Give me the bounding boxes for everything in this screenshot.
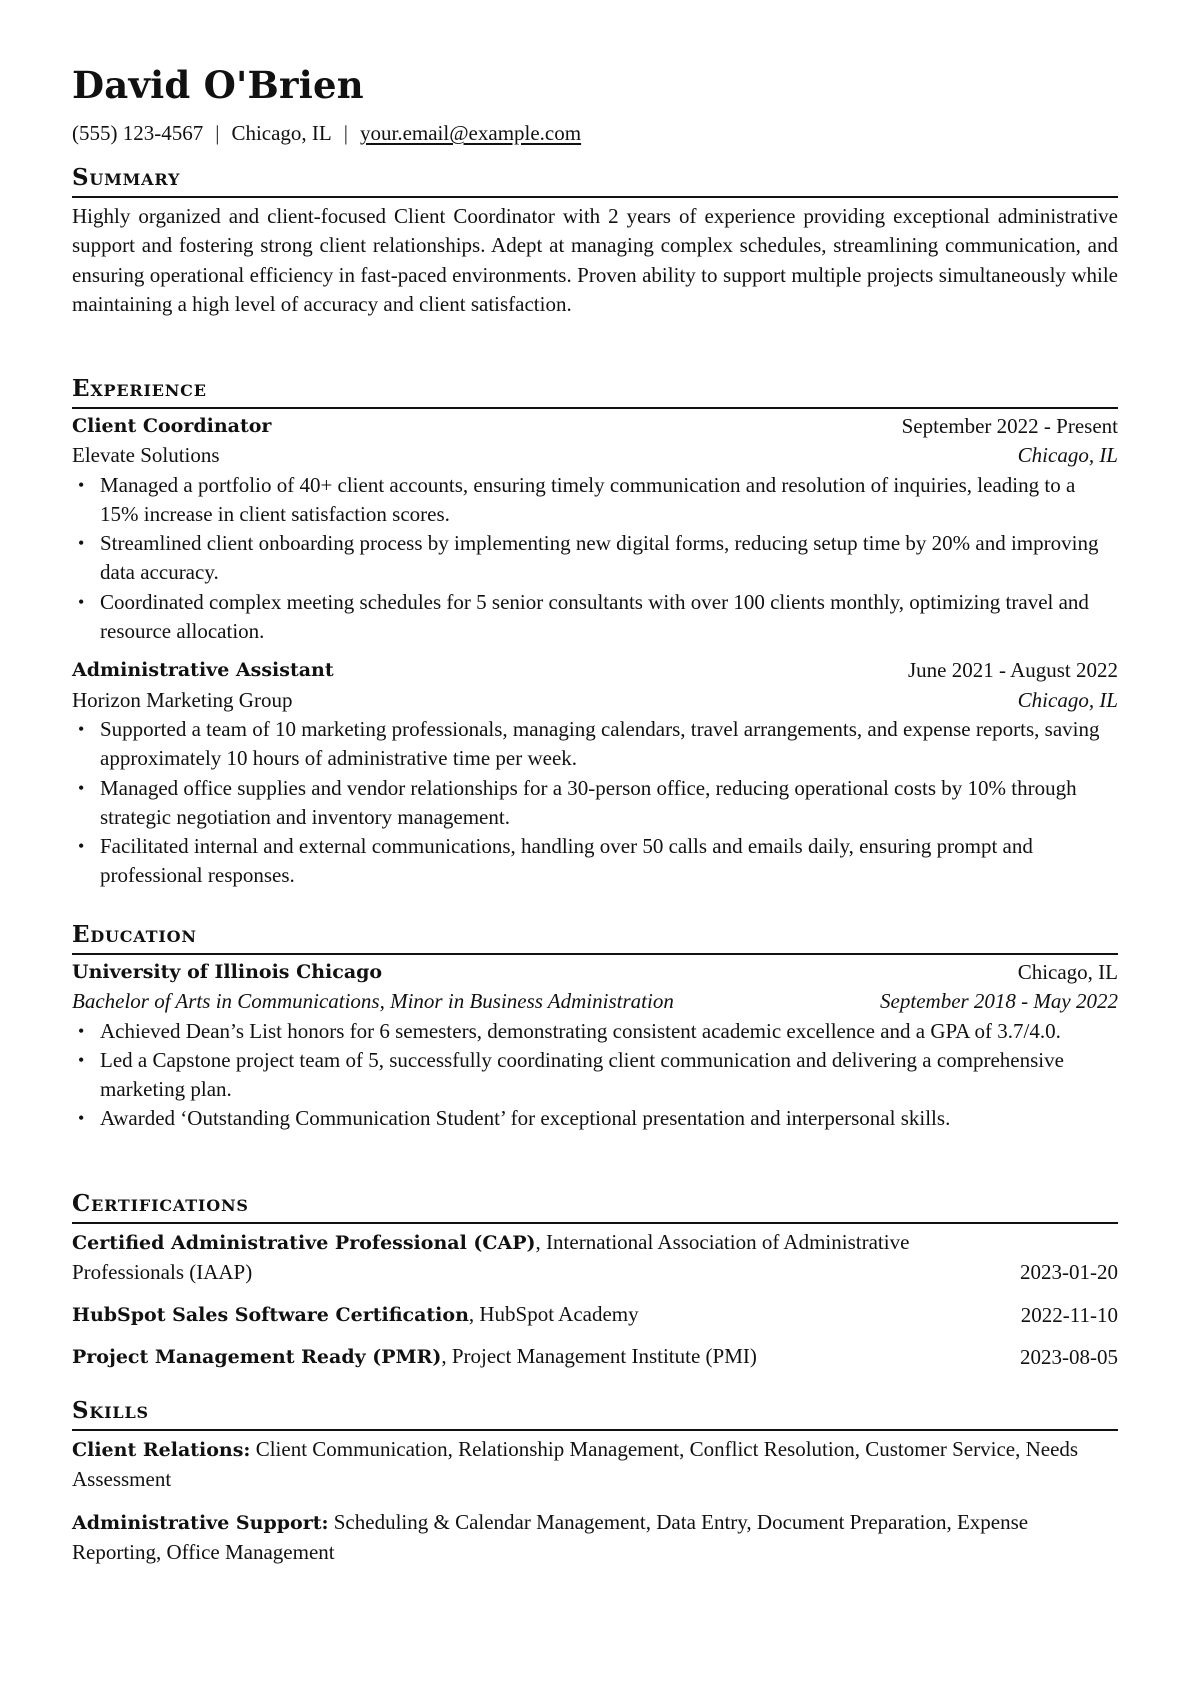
summary-text: Highly organized and client-focused Client Coordinator with 2 years of experience providing exceptional administrative support and fostering strong client relationships. Adept at managing complex schedules, streamlining communication, and ensuring operational efficiency in fast-paced environments. Proven ability to support multiple projects simultaneously while maintaining a high level of accuracy and client satisfaction. [72,204,1118,316]
education-dates: September 2018 - May 2022 [880,989,1118,1014]
entry-header [72,412,1118,441]
bullet-item: • Led a Capstone project team of 5, successfully coordinating client communication and delivering a comprehensive marketing plan. [72,1046,1118,1105]
separator: | [343,121,348,145]
education-section [72,921,1118,1144]
certification-item [72,1228,1118,1288]
certification-name: HubSpot Sales Software Certification [72,1303,469,1326]
skill-values: Client Communication, Relationship Management, Conflict Resolution, Customer Service, Needs Assessment [72,1437,1079,1492]
bullet-list [72,471,1118,647]
degree: Bachelor of Arts in Communications, Minor in Business Administration [72,989,674,1014]
email-link[interactable]: your.email@example.com [359,121,582,145]
job-dates: September 2022 - Present [901,414,1118,438]
job-location: Chicago, IL [1017,687,1118,712]
certification-name: Project Management Ready (PMR) [72,1345,442,1368]
company: Horizon Marketing Group [72,687,293,712]
bullet-item: • Managed a portfolio of 40+ client accounts, ensuring timely communication and resolution of inquiries, leading to a 15% increase in client satisfaction scores. [72,471,1118,530]
experience-entry [72,656,1118,890]
section-divider [72,1429,1118,1431]
job-title: Client Coordinator [72,415,272,437]
bullet-item: • Streamlined client onboarding process by implementing new digital forms, reducing setup time by 20% and improving data accuracy. [72,529,1118,588]
certification-issuer: , Project Management Institute (PMI) [441,1343,757,1368]
skills-list [72,1435,1118,1567]
summary-section [72,164,1118,319]
certifications-section [72,1190,1118,1384]
skill-values: Scheduling & Calendar Management, Data Entry, Document Preparation, Expense Reporting, Office Management [72,1509,1029,1564]
certification-issuer: , HubSpot Academy [468,1301,639,1326]
education-entry [72,958,1118,1134]
company: Elevate Solutions [72,443,220,468]
certification-issuer: , International Association of Administrative Professionals (IAAP) [72,1230,910,1285]
experience-entry [72,412,1118,646]
skill-label: Administrative Support: [72,1511,329,1534]
section-title-certifications: Certifications [72,1190,249,1217]
certification-date: 2023-01-20 [1020,1260,1118,1285]
bullet-list [72,1017,1118,1134]
location: Chicago, IL [231,121,332,145]
entry-subheader [72,987,1118,1016]
school-location: Chicago, IL [1017,960,1118,984]
job-dates: June 2021 - August 2022 [908,658,1118,683]
certification-date: 2022-11-10 [1020,1302,1118,1327]
experience-section [72,375,1118,901]
job-title: Administrative Assistant [72,659,334,682]
contact-line [72,119,581,147]
school-name: University of Illinois Chicago [72,961,383,983]
candidate-name: David O'Brien [72,63,364,107]
certification-date: 2023-08-05 [1020,1344,1118,1369]
entry-subheader [72,441,1118,470]
job-location: Chicago, IL [1017,443,1118,468]
skills-section [72,1397,1118,1580]
bullet-list [72,715,1118,891]
bullet-item: • Managed office supplies and vendor relationships for a 30-person office, reducing operational costs by 10% through strategic negotiation and inventory management. [72,774,1118,833]
certification-name: Certified Administrative Professional (CAP) [72,1232,536,1254]
entry-subheader [72,686,1118,715]
section-divider [72,196,1118,198]
entry-header [72,656,1118,685]
skill-label: Client Relations: [72,1439,251,1461]
bullet-item: • Facilitated internal and external communications, handling over 50 calls and emails daily, ensuring prompt and professional responses. [72,832,1118,891]
phone: (555) 123-4567 [72,121,204,145]
section-title-experience: Experience [72,375,207,402]
bullet-item: • Awarded ‘Outstanding Communication Student’ for exceptional presentation and interpersonal skills. [72,1104,1118,1133]
bullet-item: • Achieved Dean’s List honors for 6 semesters, demonstrating consistent academic excellence and a GPA of 3.7/4.0. [72,1017,1118,1046]
certification-list [72,1228,1118,1372]
section-title-education: Education [72,921,197,948]
skill-group [72,1508,1118,1568]
section-title-summary: Summary [72,164,181,191]
entry-header [72,958,1118,987]
skill-group [72,1435,1118,1495]
separator: | [215,121,220,145]
certification-item [72,1300,1118,1330]
section-divider [72,953,1118,955]
certification-item [72,1342,1118,1372]
bullet-item: • Coordinated complex meeting schedules for 5 senior consultants with over 100 clients monthly, optimizing travel and resource allocation. [72,588,1118,647]
section-divider [72,407,1118,409]
bullet-item: • Supported a team of 10 marketing professionals, managing calendars, travel arrangements, and expense reports, saving approximately 10 hours of administrative time per week. [72,715,1118,774]
section-divider [72,1222,1118,1224]
section-title-skills: Skills [72,1397,149,1424]
